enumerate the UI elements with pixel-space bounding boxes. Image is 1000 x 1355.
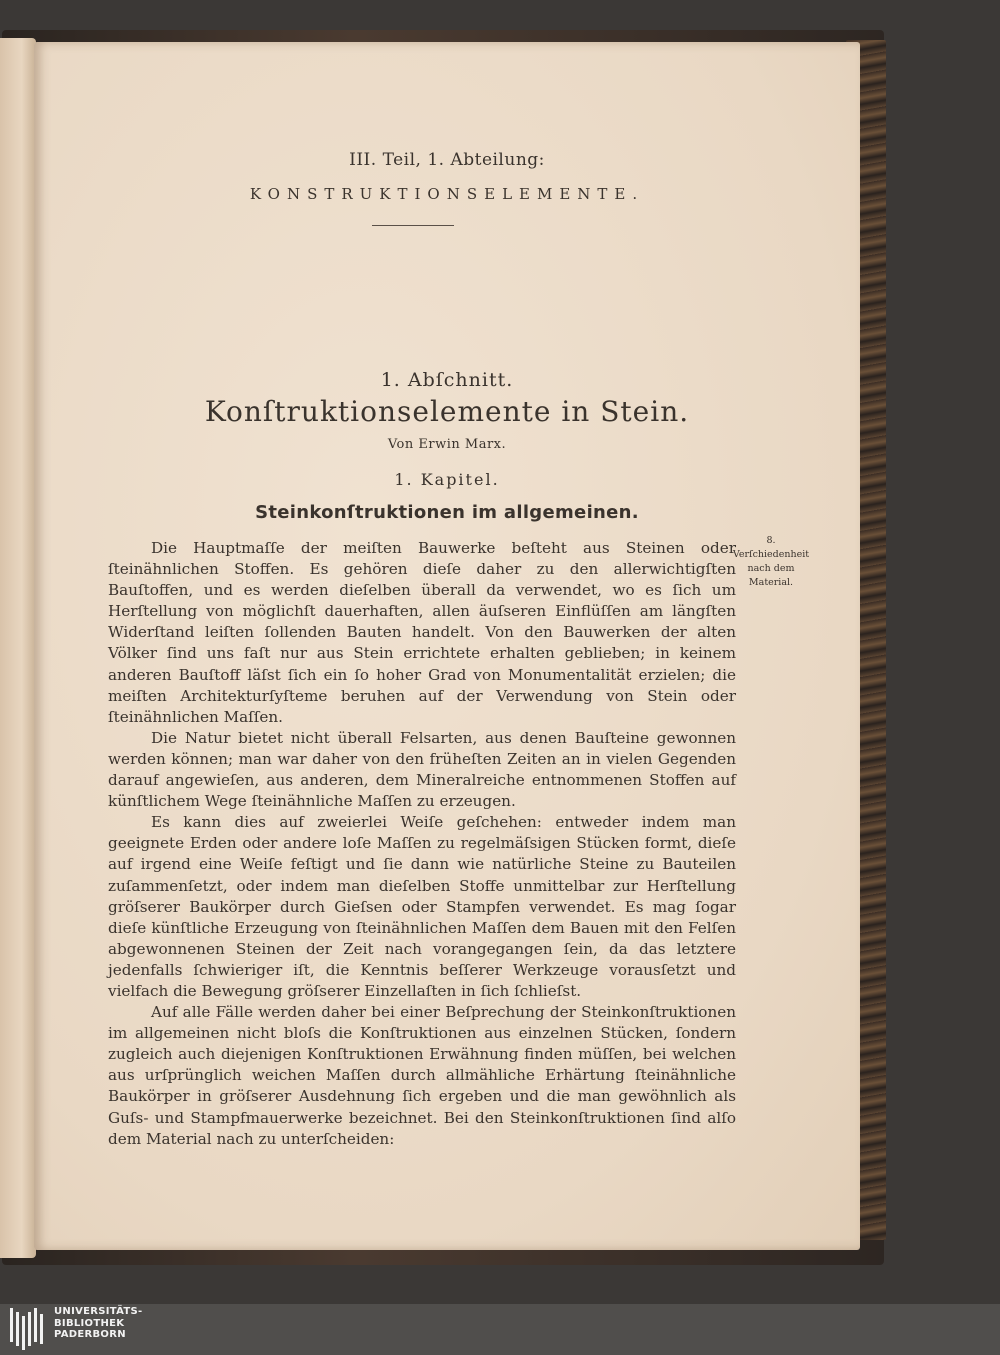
logo-line: PADERBORN bbox=[54, 1329, 126, 1340]
divider-rule bbox=[372, 225, 454, 226]
body-text bbox=[108, 538, 736, 1150]
margin-note-number: 8. bbox=[766, 535, 776, 546]
author-byline: Von Erwin Marx. bbox=[387, 437, 507, 452]
abschnitt-heading: 1. Abſchnitt. bbox=[380, 369, 514, 391]
left-page-edge bbox=[0, 38, 36, 1258]
paragraph: Es kann dies auf zweierlei Weiſe geſchehen: entweder indem man geeignete Erden oder andere loſe Maſſen zu regelmäſsigen Stücken formt, dieſe auf irgend eine Weiſe feſtigt und ſie dann wie natürliche Steine zu Bauteilen zuſammenſetzt, oder indem man dieſelben Stoffe unmittelbar zur Herſtellung gröſserer Baukörper durch Gieſsen oder Stampfen verwendet. Es mag ſogar dieſe künſtliche Erzeugung von ſteinähnlichen Maſſen dem Bauen mit den Felſen abgewonnenen Steinen der Zeit nach vorangegangen ſein, da das letztere jedenfalls ſchwieriger iſt, die Kenntnis beſſerer Werkzeuge vorausſetzt und vielfach die Bewegung gröſserer Einzellaſten in ſich ſchlieſst. bbox=[108, 813, 736, 1000]
library-logo-text bbox=[54, 1306, 174, 1341]
logo-line: UNIVERSITÄTS- bbox=[54, 1306, 143, 1317]
margin-note-line: nach dem bbox=[747, 563, 795, 574]
main-title: Konſtruktionselemente in Stein. bbox=[204, 395, 690, 428]
paragraph: Die Natur bietet nicht überall Felsarten, aus denen Bauſteine gewonnen werden können; man war daher von den früheſten Zeiten an in vielen Gegenden darauf angewieſen, aus anderen, dem Mineralreiche entnommenen Stoffen auf künſtlichem Wege ſteinähnliche Maſſen zu erzeugen. bbox=[108, 728, 736, 811]
library-logo-icon bbox=[8, 1306, 48, 1352]
margin-note-line: Verſchiedenheit bbox=[732, 549, 810, 560]
margin-note-line: Material. bbox=[748, 577, 794, 588]
part-heading: III. Teil, 1. Abteilung: bbox=[349, 150, 545, 170]
chapter-title: Steinkonſtruktionen im allgemeinen. bbox=[255, 502, 639, 523]
paragraph: Die Hauptmaſſe der meiſten Bauwerke beſteht aus Steinen oder ſteinähnlichen Stoffen. Es gehören dieſe daher zu den allerwichtigſten Bauſtoffen, und es werden dieſelben überall da verwendet, wo es ſich um Herſtellung von möglichſt dauerhaften, allen äuſseren Einflüſſen am längſten Widerſtand leiſten ſollenden Bauten handelt. Von den Bauwerken der alten Völker ſind uns faſt nur aus Stein errichtete erhalten geblieben; in keinem anderen Bauſtoff läſst ſich ein ſo hoher Grad von Monumentalität erzielen; die meiſten Architekturſyſteme beruhen auf der Verwendung von Stein oder ſteinähnlichen Maſſen. bbox=[108, 539, 736, 726]
section-title: KONSTRUKTIONSELEMENTE. bbox=[249, 185, 645, 203]
margin-note bbox=[730, 534, 812, 590]
logo-line: BIBLIOTHEK bbox=[54, 1317, 125, 1329]
paragraph: Auf alle Fälle werden daher bei einer Beſprechung der Steinkonſtruktionen im allgemeinen nicht bloſs die Konſtruktionen aus einzelnen Stücken, ſondern zugleich auch diejenigen Konſtruktionen Erwähnung finden müſſen, bei welchen aus urſprünglich weichen Maſſen durch allmähliche Erhärtung ſteinähnliche Baukörper in gröſserer Ausdehnung ſich ergeben und die man gewöhnlich als Guſs- und Stampfmauerwerke bezeichnet. Bei den Steinkonſtruktionen ſind alſo dem Material nach zu unterſcheiden: bbox=[108, 1003, 736, 1148]
kapitel-heading: 1. Kapitel. bbox=[394, 470, 500, 489]
